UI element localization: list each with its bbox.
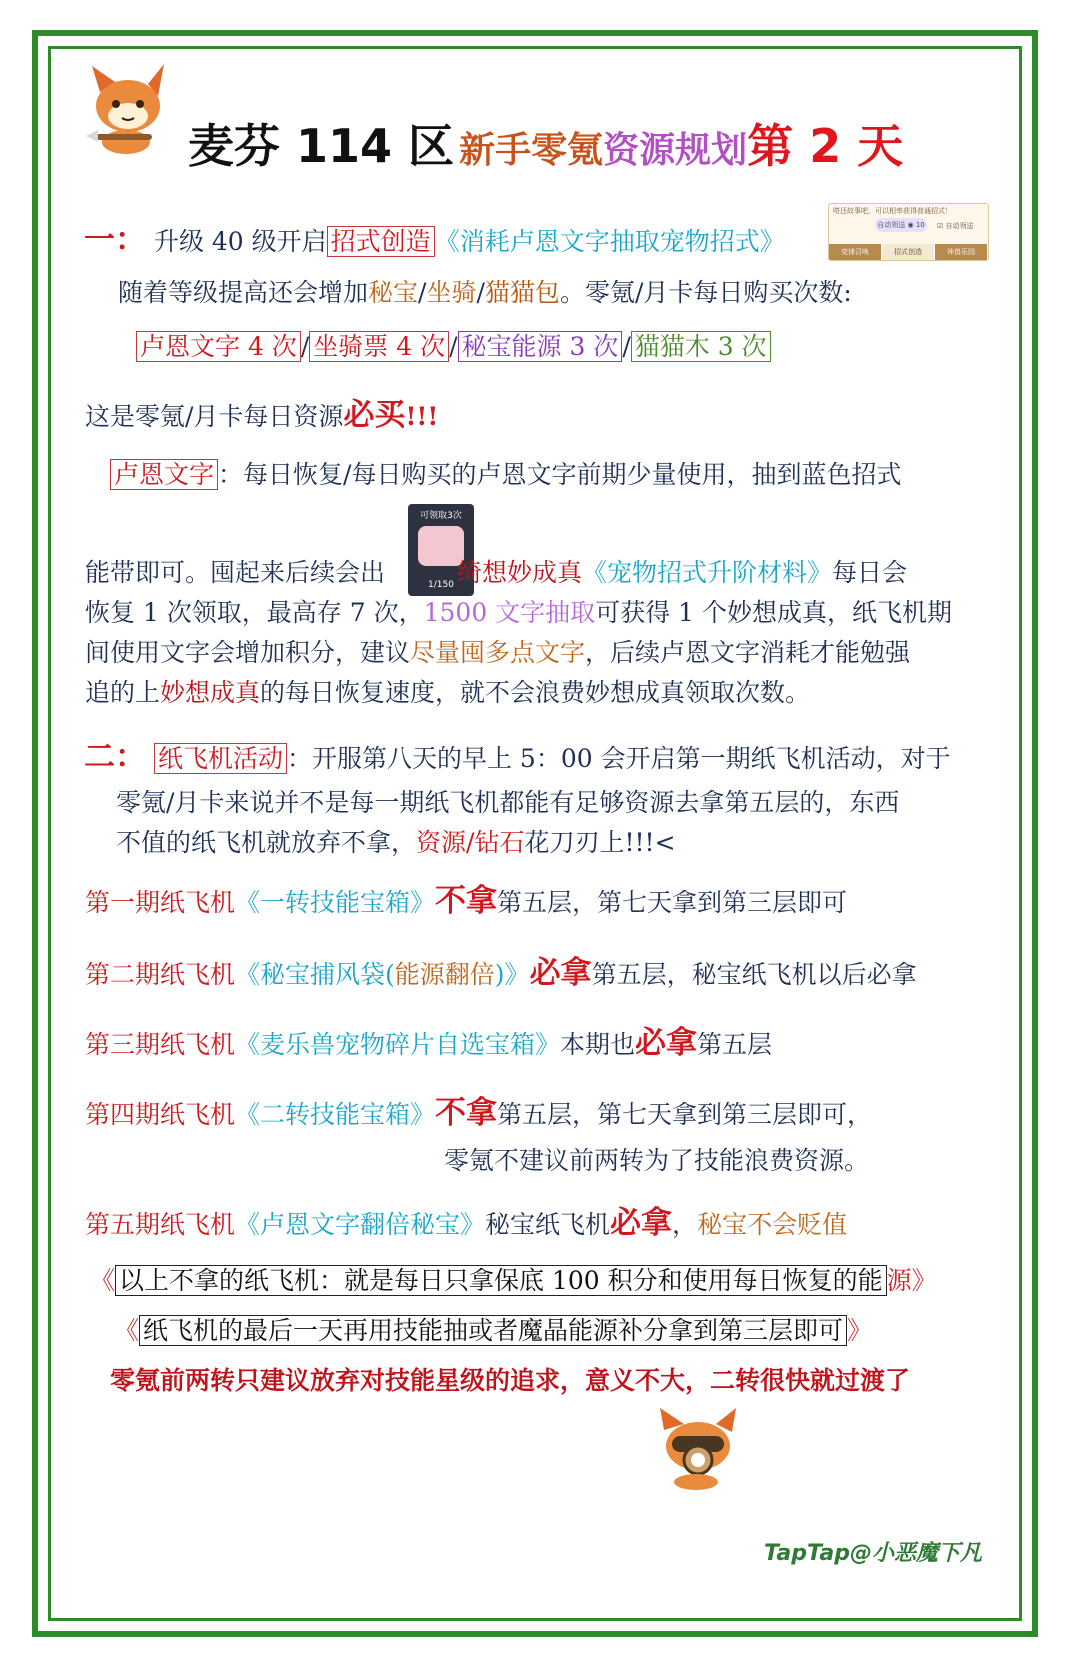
para1-line2 <box>85 596 952 630</box>
section1-line1 <box>84 223 785 259</box>
hoard-advice: 尽量囤多点文字 <box>410 638 586 667</box>
para1-text-a: 能带即可。囤起来后续会出 <box>85 558 386 587</box>
para1-line3 <box>85 636 910 670</box>
note-2-text: 纸飞机的最后一天再用技能抽或者魔晶能源补分拿到第三层即可 <box>139 1315 847 1346</box>
upgrade-material: 《宠物招式升阶材料》 <box>582 558 833 587</box>
para4-text-a: 追的上 <box>85 678 161 707</box>
period-item: 《一转技能宝箱》 <box>235 888 436 917</box>
period-5 <box>85 1206 847 1242</box>
tab-beast-park: 神兽乐园 <box>935 244 988 260</box>
slash: / <box>300 332 310 361</box>
period-label: 第二期纸飞机 <box>85 960 236 989</box>
bracket-open: 《 <box>114 1316 140 1345</box>
bracket-close: 》 <box>847 1316 873 1345</box>
note-3 <box>110 1364 910 1398</box>
zuoqi-label: 坐骑 <box>426 278 477 307</box>
must-buy-text: 这是零氪/月卡每日资源 <box>85 402 344 431</box>
period-verdict: 必拿 <box>610 1205 673 1241</box>
section1-line1-text: 升级 40 级开启 <box>153 227 327 256</box>
period-verdict: 必拿 <box>635 1025 698 1061</box>
period-item: 《麦乐兽宠物碎片自选宝箱》 <box>235 1030 561 1059</box>
period-item-end: )》 <box>494 960 530 989</box>
period-4-extra <box>444 1144 869 1178</box>
period-verdict: 不拿 <box>435 1095 498 1131</box>
comma: ， <box>672 1210 698 1239</box>
skill-create-label: 招式创造 <box>327 226 435 257</box>
buy-rune: 卢恩文字 4 次 <box>136 331 301 362</box>
reward-card-header: 可领取3次 <box>420 511 462 521</box>
title-main: 麦芬 114 区 <box>188 119 455 173</box>
period-label: 第一期纸飞机 <box>85 888 236 917</box>
section2-text3-end: 花刀刃上!!!< <box>524 828 676 857</box>
cat-mascot-icon <box>650 1406 746 1492</box>
section2-text3: 不值的纸飞机就放弃不拿， <box>116 828 417 857</box>
para2-text-a: 恢复 1 次领取，最高存 7 次， <box>85 598 424 627</box>
tab-skill-create: 招式创造 <box>882 244 935 260</box>
para2-text-c: 可获得 1 个妙想成真，纸飞机期 <box>595 598 952 627</box>
section2-text1: ：开服第八天的早上 5：00 会开启第一期纸飞机活动，对于 <box>286 744 951 773</box>
period-label: 第五期纸飞机 <box>85 1210 236 1239</box>
resource-diamond: 资源/钻石 <box>416 828 525 857</box>
daily-buy-list <box>136 330 771 364</box>
skill-create-desc: 《消耗卢恩文字抽取宠物招式》 <box>434 227 785 256</box>
period-note: 第五层，秘宝纸飞机以后必拿 <box>591 960 917 989</box>
must-buy-line <box>85 398 438 434</box>
slash: / <box>449 332 458 361</box>
period-3 <box>85 1026 772 1062</box>
treasure-no-depreciate: 秘宝不会贬值 <box>697 1210 848 1239</box>
author-signature: TapTap@小恶魔下凡 <box>764 1541 982 1566</box>
period-2 <box>85 956 917 992</box>
period-note: 第五层，第七天拿到第三层即可 <box>497 888 848 917</box>
period-label: 第四期纸飞机 <box>85 1100 236 1129</box>
period-note: 第五层 <box>697 1030 773 1059</box>
game-ui-snippet <box>828 203 989 261</box>
cat-mascot-icon <box>78 62 174 158</box>
section2-line2 <box>116 786 899 820</box>
title-sub-part2: 资源规划 <box>603 130 748 171</box>
period-item: 《秘宝捕风袋( <box>235 960 395 989</box>
slash: / <box>622 332 631 361</box>
period-note: 第五层，第七天拿到第三层即可， <box>497 1100 873 1129</box>
period-item: 《二转技能宝箱》 <box>235 1100 436 1129</box>
paper-plane-label: 纸飞机活动 <box>154 743 287 774</box>
section2-text2: 零氪/月卡来说并不是每一期纸飞机都能有足够资源去拿第五层的，东西 <box>116 788 900 817</box>
rune-line <box>110 458 901 492</box>
auto-send-chip: 自动领送 ◉ 10 <box>875 218 927 232</box>
reward-card-count: 1/150 <box>428 580 454 590</box>
para1-line1 <box>85 556 907 590</box>
period-4 <box>85 1096 872 1132</box>
rune-label: 卢恩文字 <box>110 459 218 490</box>
buy-mount-ticket: 坐骑票 4 次 <box>309 331 449 362</box>
para3-text-c: ，后续卢恩文字消耗才能勉强 <box>585 638 911 667</box>
must-buy-exclaim: !!! <box>405 402 439 431</box>
auto-send-check: ☑ 自动领送 <box>937 222 974 230</box>
period-label: 第三期纸飞机 <box>85 1030 236 1059</box>
period-mid: 本期也 <box>560 1030 636 1059</box>
slash: / <box>418 278 427 307</box>
period-verdict: 不拿 <box>435 883 498 919</box>
game-hint: 嗒还故事吧，可以相率获得普通招式！ <box>833 207 952 215</box>
section2-marker: 二： <box>84 739 146 775</box>
period-mid: 秘宝纸飞机 <box>485 1210 611 1239</box>
note-1 <box>90 1264 937 1298</box>
bracket-close: 源》 <box>886 1266 937 1295</box>
section2-line1 <box>84 740 951 776</box>
buy-cat-wood: 猫猫木 3 次 <box>631 331 771 362</box>
qixiang-label: 绮想妙成真 <box>457 558 583 587</box>
section1-line2 <box>118 276 852 310</box>
title-sub-part1: 新手零氪 <box>459 130 604 171</box>
mibao-label: 秘宝 <box>368 278 419 307</box>
draw-1500: 1500 文字抽取 <box>423 598 596 627</box>
para3-text-a: 间使用文字会增加积分，建议 <box>85 638 411 667</box>
note-3-text: 零氪前两转只建议放弃对技能星级的追求，意义不大，二转很快就过渡了 <box>110 1366 911 1395</box>
title-day: 第 2 天 <box>747 119 904 173</box>
period-item: 《卢恩文字翻倍秘宝》 <box>235 1210 486 1239</box>
period-extra: 零氪不建议前两转为了技能浪费资源。 <box>444 1146 870 1175</box>
para1-line4 <box>85 676 810 710</box>
period-1 <box>85 884 847 920</box>
must-buy-emphasis: 必买 <box>343 397 406 433</box>
energy-double: 能源翻倍 <box>394 960 495 989</box>
section1-marker: 一： <box>84 222 146 258</box>
note-2 <box>114 1314 872 1348</box>
miaoxiang-label: 妙想成真 <box>160 678 261 707</box>
section2-line3 <box>116 826 676 860</box>
period-verdict: 必拿 <box>529 955 592 991</box>
note-1-text: 以上不拿的纸飞机：就是每日只拿保底 100 积分和使用每日恢复的能 <box>115 1265 887 1296</box>
line2-text-end: 。零氪/月卡每日购买次数: <box>559 278 852 307</box>
slash: / <box>476 278 485 307</box>
tab-summon: 变律召唤 <box>829 244 882 260</box>
rune-text: ：每日恢复/每日购买的卢恩文字前期少量使用，抽到蓝色招式 <box>218 460 902 489</box>
page-title <box>188 110 903 176</box>
line2-text: 随着等级提高还会增加 <box>118 278 369 307</box>
para4-text-c: 的每日恢复速度，就不会浪费妙想成真领取次数。 <box>260 678 811 707</box>
buy-treasure-energy: 秘宝能源 3 次 <box>458 331 623 362</box>
para1-text-d: 每日会 <box>832 558 908 587</box>
bracket-open: 《 <box>90 1266 116 1295</box>
maomao-label: 猫猫包 <box>484 278 560 307</box>
